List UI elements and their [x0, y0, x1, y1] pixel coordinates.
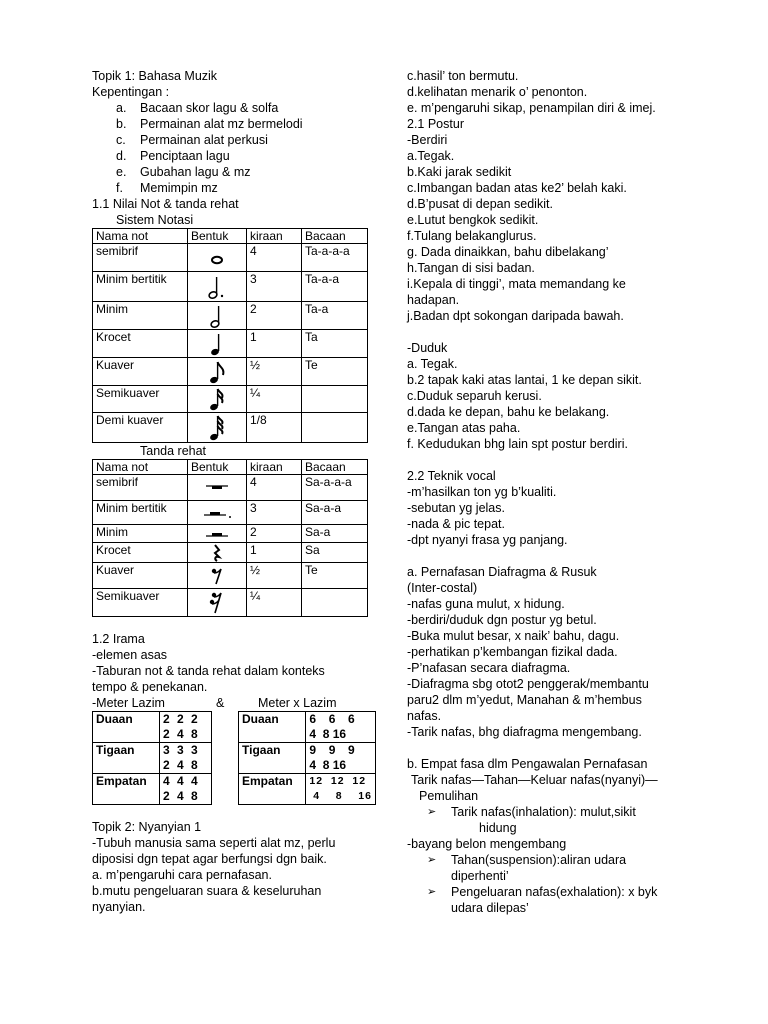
meter-bottom: 4 8 16 — [306, 789, 376, 805]
text-line: -Duduk — [407, 341, 448, 355]
meter-top: 12 12 12 — [306, 774, 376, 790]
table-row — [93, 272, 368, 302]
column-header: Bacaan — [302, 460, 368, 475]
list-text: Penciptaan lagu — [140, 149, 230, 163]
meter-bottom: 2 4 8 — [160, 789, 212, 805]
quaver-rest-icon — [191, 566, 243, 586]
text-line: -Berdiri — [407, 133, 448, 147]
rest-reading: Sa — [302, 543, 368, 563]
section-heading: 1.1 Nilai Not & tanda rehat — [92, 197, 239, 211]
table-row — [239, 789, 376, 805]
rest-name: Kuaver — [93, 563, 188, 589]
arrow-list-item — [407, 852, 707, 884]
note-count: 1/8 — [247, 413, 302, 443]
note-count: ¼ — [247, 386, 302, 413]
dotted-minim-note-icon — [191, 274, 243, 300]
text-line: b.2 tapak kaki atas lantai, 1 ke depan sikit. — [407, 373, 642, 387]
rest-reading — [302, 589, 368, 617]
quaver-note-icon — [191, 359, 243, 385]
table-caption: Tanda rehat — [140, 444, 207, 458]
note-name: Demi kuaver — [93, 413, 188, 443]
list-text: Bacaan skor lagu & solfa — [140, 101, 279, 115]
text-line: -Tarik nafas, bhg diafragma mengembang. — [407, 725, 642, 739]
list-text: Permainan alat mz bermelodi — [140, 117, 303, 131]
note-count: 2 — [247, 302, 302, 330]
note-count: 1 — [247, 330, 302, 358]
table-row — [93, 358, 368, 386]
text-line: h.Tangan di sisi badan. — [407, 261, 535, 275]
note-reading: Ta — [302, 330, 368, 358]
text-line: diperhenti’ — [451, 869, 509, 883]
meter-x-lazim-label: Meter x Lazim — [258, 696, 337, 710]
arrow-bullet-icon: ➢ — [427, 806, 437, 818]
note-reading: Ta-a-a-a — [302, 244, 368, 272]
dotted-minim-rest-icon — [191, 505, 243, 521]
text-line: nafas. — [407, 709, 442, 723]
note-name: Minim bertitik — [93, 272, 188, 302]
text-line: -berdiri/duduk dgn postur yg betul. — [407, 613, 597, 627]
meter-top: 3 3 3 — [160, 743, 212, 759]
rest-name: Minim bertitik — [93, 501, 188, 525]
text-line: c.Imbangan badan atas ke2’ belah kaki. — [407, 181, 627, 195]
list-item — [116, 164, 382, 180]
text-line: c.Duduk separuh kerusi. — [407, 389, 542, 403]
note-count: ½ — [247, 358, 302, 386]
text-line: -elemen asas — [92, 648, 168, 662]
list-marker: c. — [116, 133, 126, 147]
list-marker: f. — [116, 181, 123, 195]
text-line: e.Tangan atas paha. — [407, 421, 521, 435]
list-item — [116, 116, 382, 132]
meter-heading-row — [92, 695, 382, 711]
column-header: Nama not — [93, 229, 188, 244]
text-line: -Taburan not & tanda rehat dalam konteks — [92, 664, 325, 678]
note-name: semibrif — [93, 244, 188, 272]
text-line: Pemulihan — [419, 789, 479, 803]
rest-name: Minim — [93, 525, 188, 543]
list-item — [116, 132, 382, 148]
list-text: Memimpin mz — [140, 181, 218, 195]
text-line: -perhatikan p’kembangan fizikal dada. — [407, 645, 618, 659]
text-line: -P’nafasan secara diafragma. — [407, 661, 571, 675]
semibreve-note-icon — [191, 248, 243, 268]
note-count: 3 — [247, 272, 302, 302]
table-row — [93, 727, 212, 743]
text-line: -Diafragma sbg otot2 penggerak/membantu — [407, 677, 649, 691]
rest-name: semibrif — [93, 475, 188, 501]
minim-note-icon — [191, 303, 243, 329]
meter-bottom: 4 8 16 — [306, 758, 376, 774]
table-row — [93, 475, 368, 501]
text-line: diposisi dgn tepat agar berfungsi dgn baik. — [92, 852, 327, 866]
crotchet-rest-icon — [191, 544, 243, 562]
table-caption: Sistem Notasi — [116, 213, 194, 227]
text-line: nyanyian. — [92, 900, 146, 914]
table-row — [93, 244, 368, 272]
list-marker: a. — [116, 101, 127, 115]
text-line: Pengeluaran nafas(exhalation): x byk — [451, 885, 658, 899]
table-row — [239, 712, 376, 728]
text-line: udara dilepas’ — [451, 901, 529, 915]
column-header: Bacaan — [302, 229, 368, 244]
table-row — [93, 789, 212, 805]
meter-bottom: 2 4 8 — [160, 727, 212, 743]
table-row — [93, 743, 212, 759]
rest-reading: Sa-a — [302, 525, 368, 543]
text-line: a. m’pengaruhi cara pernafasan. — [92, 868, 272, 882]
table-row — [93, 758, 212, 774]
list-marker: e. — [116, 165, 127, 179]
note-reading — [302, 413, 368, 443]
section-heading: b. Empat fasa dlm Pengawalan Pernafasan — [407, 757, 648, 771]
text-line: -Tubuh manusia sama seperti alat mz, perlu — [92, 836, 336, 850]
rest-count: 3 — [247, 501, 302, 525]
note-reading: Ta-a-a — [302, 272, 368, 302]
arrow-bullet-icon: ➢ — [427, 886, 437, 898]
meter-lazim-table — [92, 711, 212, 805]
table-header-row — [93, 229, 368, 244]
text-line: e. m’pengaruhi sikap, penampilan diri & imej. — [407, 101, 656, 115]
list-item — [116, 100, 382, 116]
text-line: Tahan(suspension):aliran udara — [451, 853, 627, 867]
column-header: kiraan — [247, 229, 302, 244]
note-reading — [302, 386, 368, 413]
table-row — [93, 712, 212, 728]
note-name: Kuaver — [93, 358, 188, 386]
table-header-row — [93, 460, 368, 475]
semiquaver-note-icon — [191, 386, 243, 412]
table-row — [93, 543, 368, 563]
table-row — [93, 525, 368, 543]
meter-name: Duaan — [239, 712, 306, 728]
table-row — [93, 413, 368, 443]
kepentingan-label: Kepentingan : — [92, 85, 170, 99]
column-header: Nama not — [93, 460, 188, 475]
text-line: g. Dada dinaikkan, bahu dibelakang’ — [407, 245, 609, 259]
meter-top: 4 4 4 — [160, 774, 212, 790]
list-marker: b. — [116, 117, 127, 131]
table-row — [239, 743, 376, 759]
semiquaver-rest-icon — [191, 591, 243, 615]
rest-count: 4 — [247, 475, 302, 501]
text-line: -Buka mulut besar, x naik’ bahu, dagu. — [407, 629, 620, 643]
meter-name: Tigaan — [239, 743, 306, 759]
list-item — [116, 148, 382, 164]
table-row — [93, 774, 212, 790]
meter-bottom: 4 8 16 — [306, 727, 376, 743]
text-line: -dpt nyanyi frasa yg panjang. — [407, 533, 568, 547]
list-marker: d. — [116, 149, 127, 163]
ampersand: & — [216, 696, 225, 710]
left-column — [92, 68, 382, 915]
column-header: kiraan — [247, 460, 302, 475]
table-row — [93, 563, 368, 589]
note-count: 4 — [247, 244, 302, 272]
text-line: f.Tulang belakanglurus. — [407, 229, 537, 243]
meter-name: Tigaan — [93, 743, 160, 759]
rests-table — [92, 459, 368, 617]
table-row — [93, 330, 368, 358]
note-name: Minim — [93, 302, 188, 330]
rest-count: 1 — [247, 543, 302, 563]
table-row — [93, 589, 368, 617]
text-line: tempo & penekanan. — [92, 680, 208, 694]
section-heading: 1.2 Irama — [92, 632, 145, 646]
meter-name: Empatan — [239, 774, 306, 790]
meter-top: 6 6 6 — [306, 712, 376, 728]
table-row — [93, 302, 368, 330]
text-line: a. Pernafasan Diafragma & Rusuk — [407, 565, 597, 579]
note-reading: Te — [302, 358, 368, 386]
table-row — [239, 727, 376, 743]
section-heading: 2.1 Postur — [407, 117, 464, 131]
table-row — [93, 386, 368, 413]
text-line: Tarik nafas—Tahan—Keluar nafas(nyanyi)— — [411, 773, 658, 787]
text-line: a.Tegak. — [407, 149, 455, 163]
text-line: paru2 dlm m’yedut, Manahan & m’hembus — [407, 693, 642, 707]
column-header: Bentuk — [188, 229, 247, 244]
right-column — [407, 68, 707, 916]
text-line: c.hasil’ ton bermutu. — [407, 69, 519, 83]
text-line: -nafas guna mulut, x hidung. — [407, 597, 565, 611]
rest-name: Semikuaver — [93, 589, 188, 617]
text-line: Tarik nafas(inhalation): mulut,sikit — [451, 805, 636, 819]
topic-title: Topik 2: Nyanyian 1 — [92, 820, 202, 834]
column-header: Bentuk — [188, 460, 247, 475]
notes-table — [92, 228, 368, 443]
section-heading: 2.2 Teknik vocal — [407, 469, 496, 483]
text-line: -m’hasilkan ton yg b’kualiti. — [407, 485, 557, 499]
arrow-list-item — [407, 884, 707, 916]
text-line: d.B’pusat di depan sedikit. — [407, 197, 553, 211]
rest-reading: Sa-a-a — [302, 501, 368, 525]
meter-name: Duaan — [93, 712, 160, 728]
meter-bottom: 2 4 8 — [160, 758, 212, 774]
text-line: -bayang belon mengembang — [407, 837, 567, 851]
meter-lazim-label: -Meter Lazim — [92, 696, 165, 710]
rest-count: ½ — [247, 563, 302, 589]
meter-top: 9 9 9 — [306, 743, 376, 759]
meter-top: 2 2 2 — [160, 712, 212, 728]
text-line: d.dada ke depan, bahu ke belakang. — [407, 405, 610, 419]
text-line: hadapan. — [407, 293, 460, 307]
arrow-list-item — [407, 804, 707, 836]
rest-reading: Sa-a-a-a — [302, 475, 368, 501]
table-row — [239, 758, 376, 774]
note-name: Krocet — [93, 330, 188, 358]
meter-name: Empatan — [93, 774, 160, 790]
semibreve-rest-icon — [191, 480, 243, 496]
text-line: d.kelihatan menarik o’ penonton. — [407, 85, 588, 99]
list-text: Gubahan lagu & mz — [140, 165, 251, 179]
rest-count: 2 — [247, 525, 302, 543]
minim-rest-icon — [191, 527, 243, 541]
text-line: e.Lutut bengkok sedikit. — [407, 213, 539, 227]
text-line: -sebutan yg jelas. — [407, 501, 505, 515]
arrow-bullet-icon: ➢ — [427, 854, 437, 866]
text-line: -nada & pic tepat. — [407, 517, 505, 531]
crotchet-note-icon — [191, 331, 243, 357]
text-line: f. Kedudukan bhg lain spt postur berdiri. — [407, 437, 628, 451]
list-item — [116, 180, 382, 196]
table-row — [93, 501, 368, 525]
note-reading: Ta-a — [302, 302, 368, 330]
rest-count: ¼ — [247, 589, 302, 617]
text-line: j.Badan dpt sokongan daripada bawah. — [407, 309, 624, 323]
text-line: b.mutu pengeluaran suara & keseluruhan — [92, 884, 322, 898]
meter-x-lazim-table — [238, 711, 376, 805]
table-row — [239, 774, 376, 790]
list-text: Permainan alat perkusi — [140, 133, 268, 147]
rest-reading: Te — [302, 563, 368, 589]
text-line: (Inter-costal) — [407, 581, 478, 595]
text-line: b.Kaki jarak sedikit — [407, 165, 512, 179]
text-line: a. Tegak. — [407, 357, 458, 371]
topic-title: Topik 1: Bahasa Muzik — [92, 69, 218, 83]
meter-tables — [92, 711, 382, 807]
text-line: hidung — [479, 821, 517, 835]
demisemiquaver-note-icon — [191, 414, 243, 442]
note-name: Semikuaver — [93, 386, 188, 413]
kepentingan-list — [92, 100, 382, 196]
rest-name: Krocet — [93, 543, 188, 563]
text-line: i.Kepala di tinggi’, mata memandang ke — [407, 277, 626, 291]
